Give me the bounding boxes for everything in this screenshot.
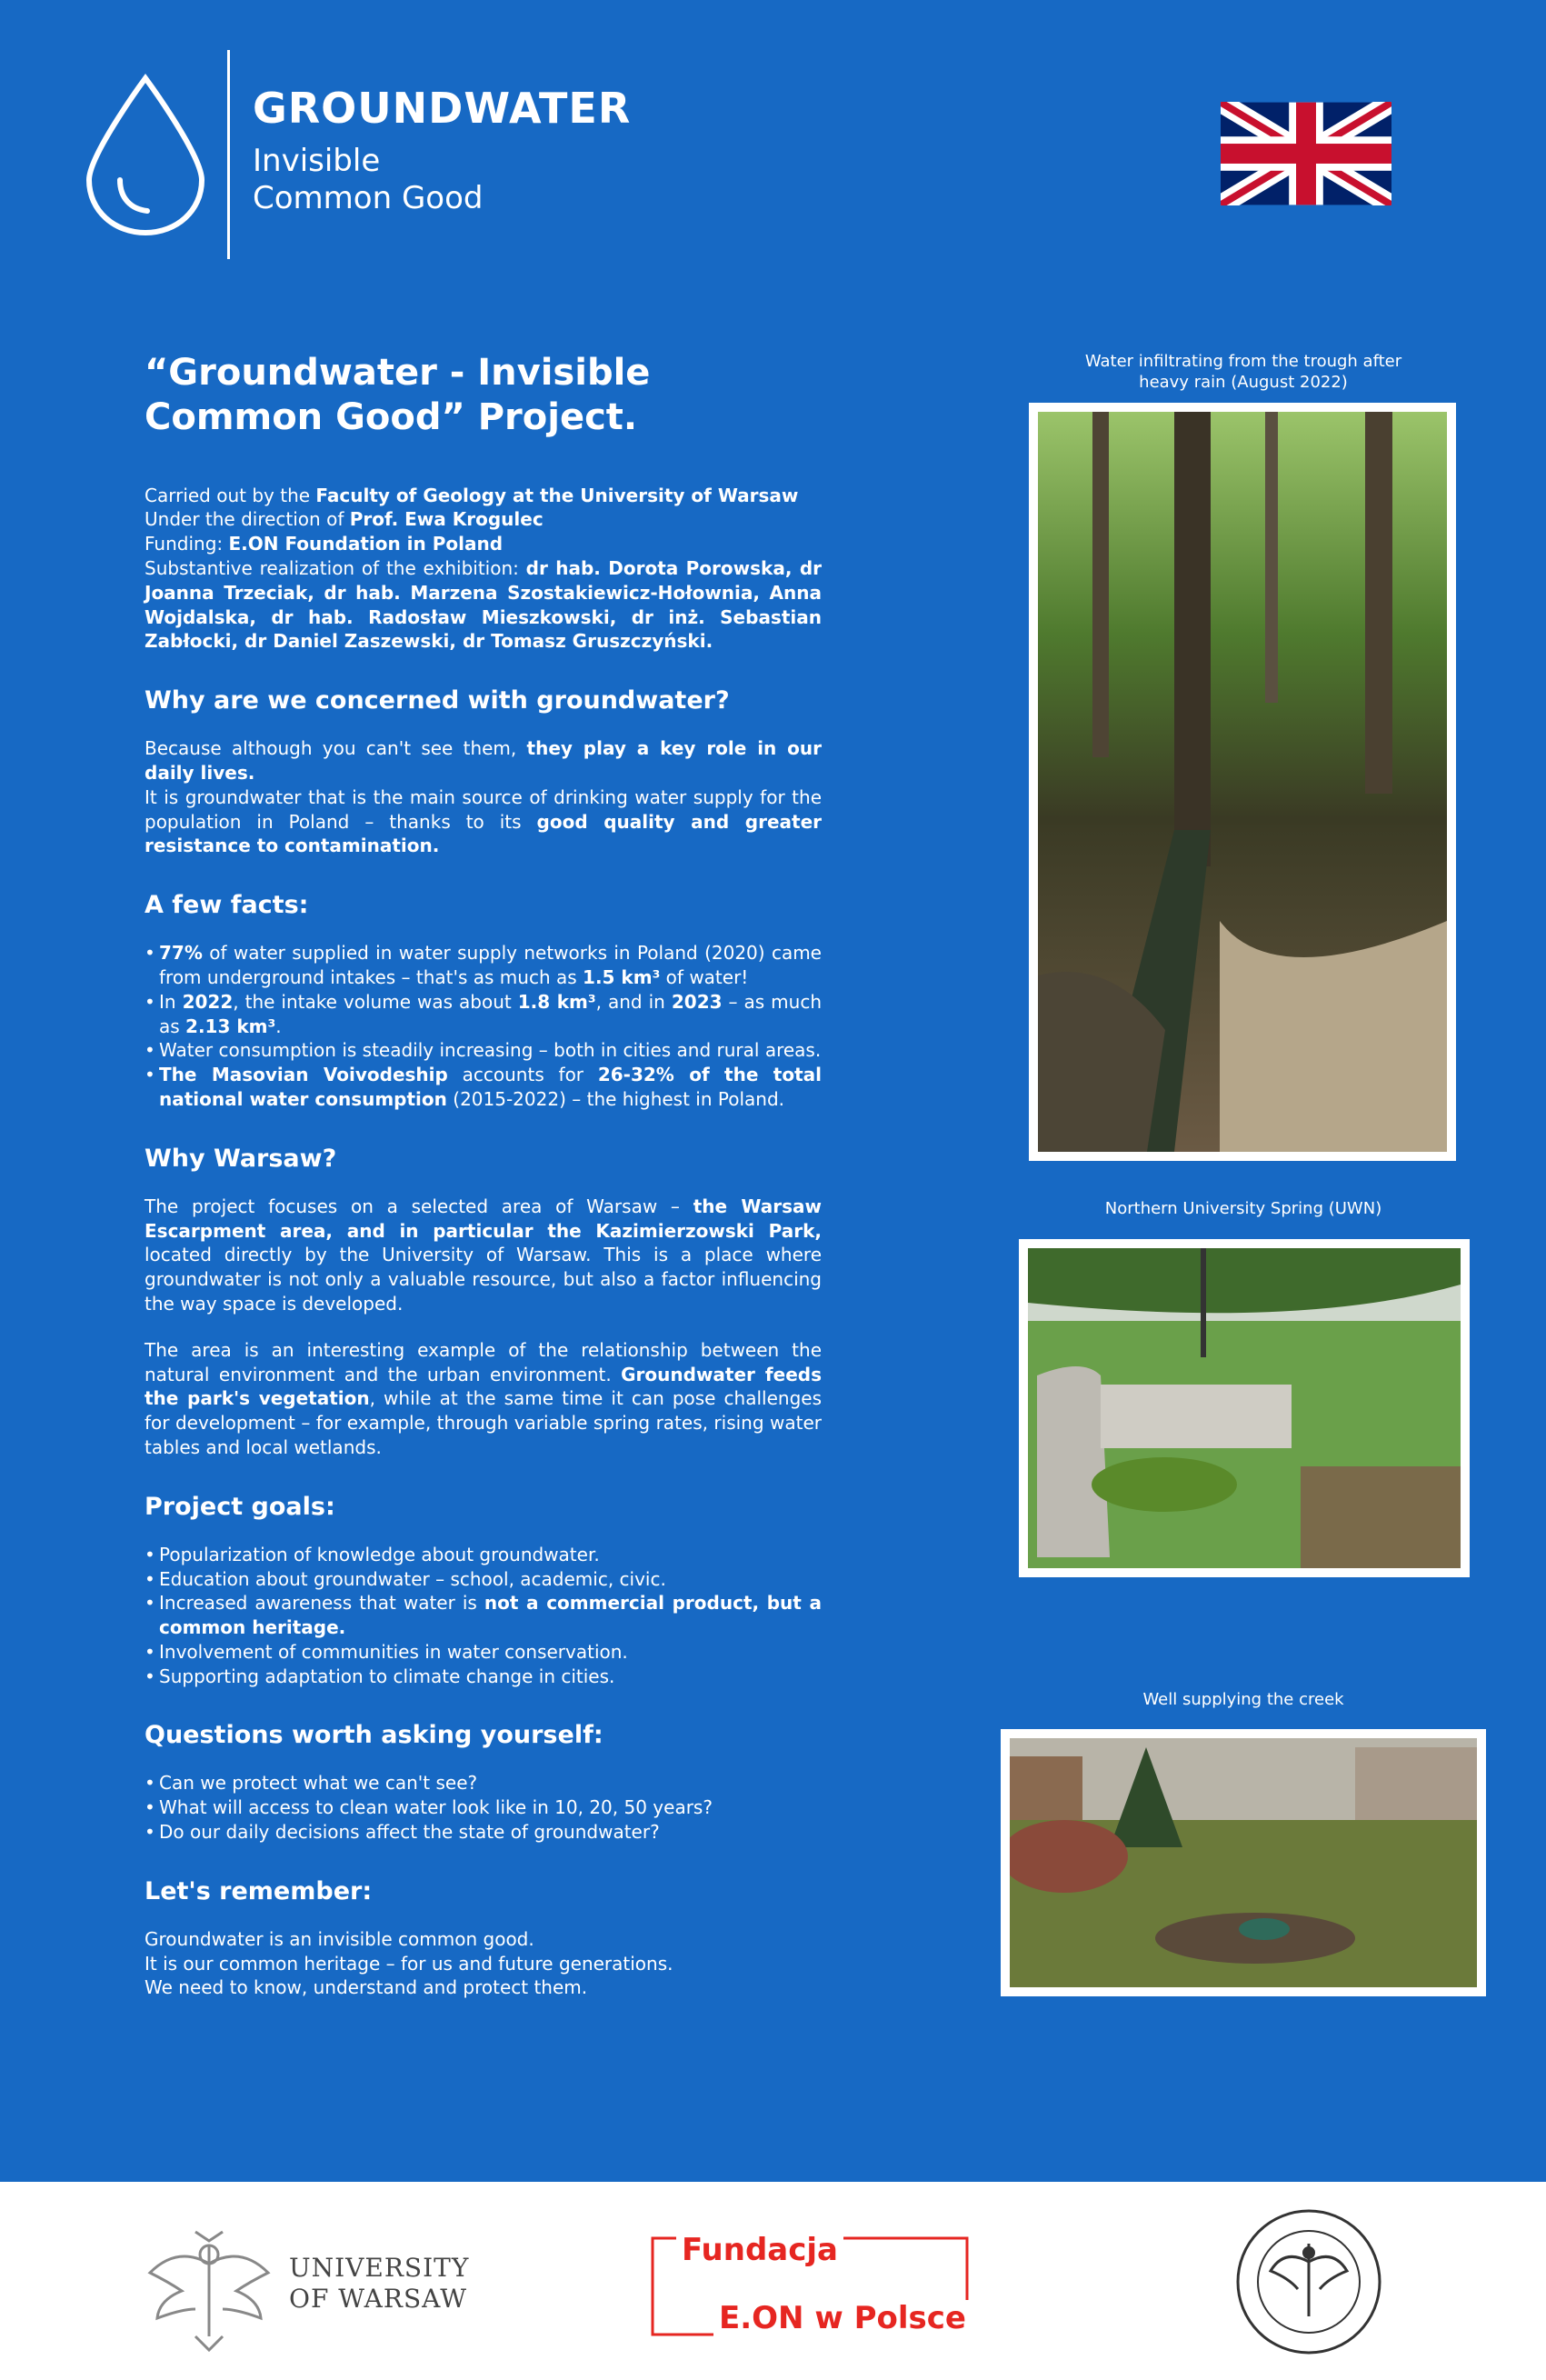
- why-warsaw-paragraph-1: The project focuses on a selected area of Warsaw – the Warsaw Escarpment area, and in particular the Kazimierzowski Park, located directly by the University of Warsaw. This is a place where groundwater is not only a valuable resource, but also a factor influencing the way space is developed.: [145, 1195, 822, 1315]
- list-item: • Involvement of communities in water conservation.: [145, 1640, 822, 1665]
- university-spring-image: [1028, 1248, 1461, 1568]
- credits-funder: E.ON Foundation in Poland: [228, 533, 504, 555]
- why-concerned-paragraph: [145, 736, 822, 858]
- photo-caption-trough: Water infiltrating from the trough after heavy rain (August 2022): [1084, 352, 1402, 393]
- credits-director: Prof. Ewa Krogulec: [349, 508, 544, 531]
- university-of-warsaw-logo-text: UNIVERSITY OF WARSAW: [289, 2253, 470, 2314]
- credits-text: Substantive realization of the exhibition:: [145, 556, 526, 579]
- questions-list: [145, 1771, 822, 1844]
- eon-foundation-logo-line2: E.ON w Polsce: [713, 2300, 972, 2336]
- why-warsaw-paragraph-2: The area is an interesting example of the relationship between the natural environment and the urban environment. Groundwater feeds the park's vegetation, while at the same time it can pose challenges for development – for example, through variable spring rates, rising water tables and local wetlands.: [145, 1338, 822, 1458]
- body-bold: they play a key role in our daily lives.: [145, 737, 822, 784]
- remember-paragraph: Groundwater is an invisible common good. It is our common heritage – for us and future generations. We need to know, understand and protect them.: [145, 1927, 673, 1999]
- section-heading-facts: A few facts:: [145, 891, 309, 920]
- list-item: • Increased awareness that water is not a commercial product, but a common heritage.: [145, 1591, 822, 1640]
- list-item: • The Masovian Voivodeship accounts for 26-32% of the total national water consumption (2015-2022) – the highest in Poland.: [145, 1063, 822, 1112]
- photo-caption-well: Well supplying the creek: [1142, 1690, 1344, 1709]
- credits-authors: dr hab. Dorota Porowska, dr Joanna Trzeciak, dr hab. Marzena Szostakiewicz-Hołownia, Anna Wojdalska, dr hab. Radosław Mieszkowski, dr inż. Sebastian Zabłocki, dr Daniel Zaszewski, dr Tomasz Gruszczyński.: [145, 556, 822, 653]
- section-heading-remember: Let's remember:: [145, 1876, 373, 1905]
- list-item: • Water consumption is steadily increasing – both in cities and rural areas.: [145, 1038, 822, 1063]
- list-item: • Education about groundwater – school, academic, civic.: [145, 1567, 822, 1592]
- goals-list: [145, 1543, 822, 1689]
- photo-university-spring[interactable]: [1019, 1239, 1470, 1577]
- list-item: • Popularization of knowledge about groundwater.: [145, 1543, 822, 1567]
- section-heading-why-concerned: Why are we concerned with groundwater?: [145, 686, 730, 715]
- poster-header: [0, 0, 1546, 300]
- well-image: [1010, 1738, 1477, 1987]
- body-text: It is groundwater that is the main source of drinking water supply for the population in Poland – thanks to its: [145, 785, 822, 833]
- section-heading-questions: Questions worth asking yourself:: [145, 1721, 603, 1750]
- brand-subtitle-line1: Invisible: [253, 143, 381, 179]
- university-eagle-emblem-icon: [141, 2218, 277, 2355]
- eon-foundation-logo-line1: Fundacja: [676, 2232, 843, 2268]
- poster-footer: [0, 2182, 1546, 2380]
- list-item: • In 2022, the intake volume was about 1.8 km³, and in 2023 – as much as 2.13 km³.: [145, 990, 822, 1039]
- project-title: “Groundwater - Invisible Common Good” Project.: [145, 352, 651, 438]
- list-item: • What will access to clean water look like in 10, 20, 50 years?: [145, 1795, 822, 1820]
- credits-text: Under the direction of: [145, 508, 350, 531]
- section-heading-goals: Project goals:: [145, 1492, 335, 1521]
- photo-caption-spring: Northern University Spring (UWN): [1104, 1199, 1382, 1218]
- body-text: Because although you can't see them,: [145, 737, 527, 760]
- project-credits: [145, 484, 822, 655]
- photo-well[interactable]: [1001, 1729, 1486, 1996]
- facts-list: [145, 941, 822, 1112]
- list-item: • Supporting adaptation to climate change in cities.: [145, 1665, 822, 1689]
- credits-text: Funding:: [145, 533, 229, 555]
- forest-creek-image: [1038, 412, 1447, 1152]
- photo-forest-creek[interactable]: [1029, 403, 1456, 1161]
- uk-flag-icon[interactable]: [1221, 102, 1391, 205]
- header-divider: [227, 50, 230, 259]
- credits-text: Carried out by the: [145, 484, 316, 506]
- faculty-of-geology-seal-icon: [1234, 2207, 1384, 2357]
- credits-org: Faculty of Geology at the University of Warsaw: [315, 484, 799, 506]
- body-bold: good quality and greater resistance to contamination.: [145, 810, 822, 857]
- list-item: • Can we protect what we can't see?: [145, 1771, 822, 1795]
- list-item: • 77% of water supplied in water supply networks in Poland (2020) came from underground intakes – that's as much as 1.5 km³ of water!: [145, 941, 822, 990]
- water-drop-icon: [82, 73, 209, 236]
- section-heading-why-warsaw: Why Warsaw?: [145, 1144, 337, 1173]
- brand-title: GROUNDWATER: [253, 84, 632, 133]
- brand-subtitle-line2: Common Good: [253, 180, 484, 216]
- list-item: • Do our daily decisions affect the state of groundwater?: [145, 1820, 822, 1845]
- main-text-column: [145, 351, 822, 2000]
